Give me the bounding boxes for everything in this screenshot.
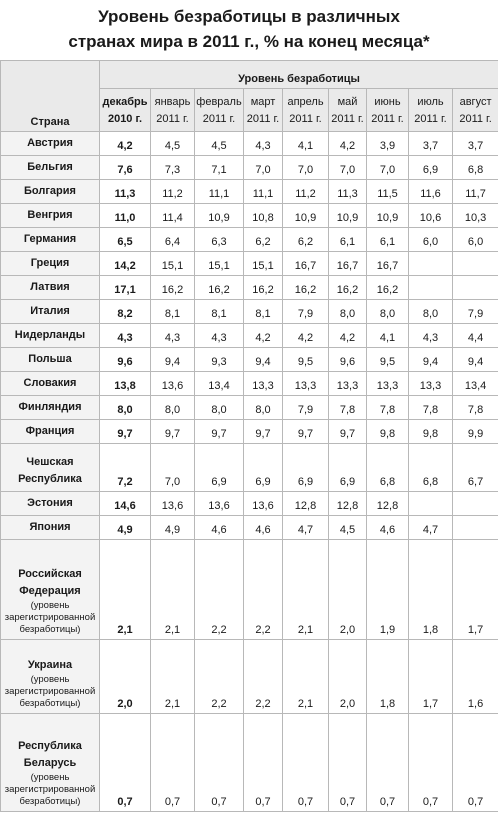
value-cell: 2,0 bbox=[329, 640, 367, 714]
table-row bbox=[1, 300, 498, 324]
value-cell: 16,7 bbox=[329, 252, 367, 276]
value-cell: 6,9 bbox=[283, 444, 329, 492]
value-cell: 0,7 bbox=[409, 714, 453, 812]
value-cell: 16,2 bbox=[367, 276, 409, 300]
value-cell: 4,3 bbox=[151, 324, 195, 348]
value-cell: 13,6 bbox=[244, 492, 283, 516]
value-cell: 14,2 bbox=[100, 252, 151, 276]
value-cell: 6,9 bbox=[409, 156, 453, 180]
month-year: 2010 г. bbox=[107, 113, 143, 125]
value-cell: 16,2 bbox=[329, 276, 367, 300]
table-row bbox=[1, 492, 498, 516]
value-cell: 7,9 bbox=[283, 396, 329, 420]
value-cell: 2,1 bbox=[100, 540, 151, 640]
value-cell: 13,3 bbox=[244, 372, 283, 396]
value-cell: 7,6 bbox=[100, 156, 151, 180]
value-cell: 12,8 bbox=[367, 492, 409, 516]
country-cell bbox=[1, 714, 100, 812]
value-cell: 10,9 bbox=[283, 204, 329, 228]
value-cell: 13,6 bbox=[195, 492, 244, 516]
table-row bbox=[1, 372, 498, 396]
value-cell: 12,8 bbox=[283, 492, 329, 516]
country-cell bbox=[1, 492, 100, 516]
value-cell: 4,6 bbox=[195, 516, 244, 540]
country-name: Болгария bbox=[24, 185, 76, 197]
table-row bbox=[1, 516, 498, 540]
value-cell: 9,8 bbox=[367, 420, 409, 444]
value-cell: 9,9 bbox=[453, 420, 498, 444]
country-name: Республика Беларусь bbox=[18, 740, 82, 769]
title-line-2: странах мира в 2011 г., % на конец месяца* bbox=[68, 32, 430, 51]
country-cell bbox=[1, 300, 100, 324]
value-cell: 8,0 bbox=[100, 396, 151, 420]
table-row bbox=[1, 156, 498, 180]
value-cell bbox=[453, 252, 498, 276]
value-cell bbox=[409, 252, 453, 276]
month-name: апрель bbox=[287, 96, 324, 108]
value-cell: 8,1 bbox=[244, 300, 283, 324]
value-cell: 11,7 bbox=[453, 180, 498, 204]
value-cell: 11,0 bbox=[100, 204, 151, 228]
value-cell: 0,7 bbox=[283, 714, 329, 812]
month-year: 2011 г. bbox=[414, 113, 447, 125]
value-cell: 6,9 bbox=[329, 444, 367, 492]
value-cell: 7,8 bbox=[453, 396, 498, 420]
table-row bbox=[1, 396, 498, 420]
value-cell: 10,3 bbox=[453, 204, 498, 228]
value-cell: 0,7 bbox=[244, 714, 283, 812]
value-cell: 6,3 bbox=[195, 228, 244, 252]
value-cell: 13,3 bbox=[409, 372, 453, 396]
country-name: Украина bbox=[27, 659, 73, 671]
table-row bbox=[1, 180, 498, 204]
value-cell: 7,0 bbox=[329, 156, 367, 180]
table-row bbox=[1, 204, 498, 228]
value-cell: 2,1 bbox=[283, 640, 329, 714]
value-cell: 9,3 bbox=[195, 348, 244, 372]
month-year: 2011 г. bbox=[289, 113, 322, 125]
value-cell: 9,4 bbox=[409, 348, 453, 372]
value-cell: 7,9 bbox=[283, 300, 329, 324]
month-header bbox=[283, 89, 329, 132]
unemployment-table bbox=[0, 60, 498, 812]
value-cell: 10,9 bbox=[329, 204, 367, 228]
month-name: январь bbox=[154, 96, 191, 108]
country-cell bbox=[1, 372, 100, 396]
value-cell: 4,6 bbox=[244, 516, 283, 540]
value-cell: 8,0 bbox=[195, 396, 244, 420]
month-name: июль bbox=[417, 96, 444, 108]
value-cell: 4,2 bbox=[329, 132, 367, 156]
value-cell: 4,5 bbox=[151, 132, 195, 156]
value-cell bbox=[409, 492, 453, 516]
country-cell bbox=[1, 516, 100, 540]
country-cell bbox=[1, 228, 100, 252]
value-cell: 4,3 bbox=[100, 324, 151, 348]
value-cell: 11,4 bbox=[151, 204, 195, 228]
value-cell: 9,7 bbox=[244, 420, 283, 444]
value-cell: 0,7 bbox=[329, 714, 367, 812]
value-cell: 9,8 bbox=[409, 420, 453, 444]
month-header bbox=[244, 89, 283, 132]
value-cell: 9,7 bbox=[100, 420, 151, 444]
country-name: Польша bbox=[28, 353, 72, 365]
country-name: Венгрия bbox=[27, 209, 73, 221]
value-cell: 7,8 bbox=[329, 396, 367, 420]
value-cell: 3,7 bbox=[453, 132, 498, 156]
value-cell: 8,0 bbox=[409, 300, 453, 324]
country-cell bbox=[1, 348, 100, 372]
value-cell: 6,8 bbox=[367, 444, 409, 492]
value-cell: 6,4 bbox=[151, 228, 195, 252]
value-cell bbox=[453, 492, 498, 516]
value-cell: 16,7 bbox=[367, 252, 409, 276]
value-cell: 8,1 bbox=[195, 300, 244, 324]
value-cell: 9,5 bbox=[283, 348, 329, 372]
month-header bbox=[453, 89, 498, 132]
value-cell: 9,6 bbox=[100, 348, 151, 372]
value-cell: 6,7 bbox=[453, 444, 498, 492]
value-cell: 1,7 bbox=[453, 540, 498, 640]
country-name: Бельгия bbox=[27, 161, 73, 173]
value-cell: 7,8 bbox=[367, 396, 409, 420]
country-column-header: Страна bbox=[1, 61, 100, 132]
country-note: (уровень зарегистрированной безработицы) bbox=[4, 674, 96, 709]
country-cell bbox=[1, 156, 100, 180]
value-cell: 4,2 bbox=[329, 324, 367, 348]
value-cell: 0,7 bbox=[367, 714, 409, 812]
value-cell: 11,1 bbox=[244, 180, 283, 204]
value-cell: 13,3 bbox=[367, 372, 409, 396]
value-cell: 4,5 bbox=[195, 132, 244, 156]
value-cell: 6,9 bbox=[195, 444, 244, 492]
country-name: Италия bbox=[30, 305, 70, 317]
value-cell: 10,9 bbox=[367, 204, 409, 228]
country-name: Нидерланды bbox=[14, 329, 86, 341]
value-cell: 4,1 bbox=[283, 132, 329, 156]
value-cell: 4,7 bbox=[409, 516, 453, 540]
country-name: Япония bbox=[29, 521, 71, 533]
month-header bbox=[329, 89, 367, 132]
value-cell: 6,1 bbox=[329, 228, 367, 252]
country-note: (уровень зарегистрированной безработицы) bbox=[4, 600, 96, 635]
value-cell: 11,5 bbox=[367, 180, 409, 204]
value-cell: 4,3 bbox=[244, 132, 283, 156]
country-name: Финляндия bbox=[18, 401, 82, 413]
month-year: 2011 г. bbox=[246, 113, 280, 125]
value-cell: 15,1 bbox=[244, 252, 283, 276]
value-cell: 7,0 bbox=[283, 156, 329, 180]
value-cell: 1,7 bbox=[409, 640, 453, 714]
value-cell: 9,5 bbox=[367, 348, 409, 372]
value-cell: 11,1 bbox=[195, 180, 244, 204]
value-cell: 6,9 bbox=[244, 444, 283, 492]
country-cell bbox=[1, 396, 100, 420]
country-cell bbox=[1, 132, 100, 156]
value-cell: 9,7 bbox=[151, 420, 195, 444]
month-header bbox=[151, 89, 195, 132]
value-cell: 4,4 bbox=[453, 324, 498, 348]
country-cell bbox=[1, 420, 100, 444]
table-row bbox=[1, 714, 498, 812]
value-cell: 4,1 bbox=[367, 324, 409, 348]
value-cell: 7,0 bbox=[151, 444, 195, 492]
value-cell: 12,8 bbox=[329, 492, 367, 516]
value-cell: 13,6 bbox=[151, 492, 195, 516]
month-name: май bbox=[337, 96, 358, 108]
table-body bbox=[1, 132, 498, 812]
table-row bbox=[1, 228, 498, 252]
value-cell: 4,3 bbox=[195, 324, 244, 348]
country-name: Эстония bbox=[27, 497, 73, 509]
country-name: Словакия bbox=[23, 377, 77, 389]
value-cell: 6,2 bbox=[244, 228, 283, 252]
month-year: 2011 г. bbox=[459, 113, 492, 125]
value-cell: 0,7 bbox=[195, 714, 244, 812]
value-cell: 7,3 bbox=[151, 156, 195, 180]
value-cell: 4,3 bbox=[409, 324, 453, 348]
month-name: март bbox=[250, 96, 276, 108]
country-name: Франция bbox=[25, 425, 75, 437]
value-cell: 3,7 bbox=[409, 132, 453, 156]
value-cell: 16,2 bbox=[195, 276, 244, 300]
value-cell: 14,6 bbox=[100, 492, 151, 516]
value-cell: 15,1 bbox=[195, 252, 244, 276]
value-cell: 4,9 bbox=[151, 516, 195, 540]
country-cell bbox=[1, 252, 100, 276]
value-cell: 9,4 bbox=[244, 348, 283, 372]
table-row bbox=[1, 252, 498, 276]
value-cell: 4,2 bbox=[100, 132, 151, 156]
country-note: (уровень зарегистрированной безработицы) bbox=[4, 772, 96, 807]
value-cell: 13,8 bbox=[100, 372, 151, 396]
value-cell: 8,0 bbox=[244, 396, 283, 420]
value-cell: 8,0 bbox=[329, 300, 367, 324]
month-header bbox=[367, 89, 409, 132]
value-cell: 11,3 bbox=[100, 180, 151, 204]
value-cell: 1,8 bbox=[409, 540, 453, 640]
value-cell: 16,2 bbox=[244, 276, 283, 300]
value-cell: 6,1 bbox=[367, 228, 409, 252]
value-cell: 1,8 bbox=[367, 640, 409, 714]
value-cell: 7,2 bbox=[100, 444, 151, 492]
value-cell: 4,2 bbox=[283, 324, 329, 348]
value-cell: 6,0 bbox=[409, 228, 453, 252]
value-cell: 4,2 bbox=[244, 324, 283, 348]
month-header bbox=[409, 89, 453, 132]
value-cell: 2,2 bbox=[195, 640, 244, 714]
value-cell: 15,1 bbox=[151, 252, 195, 276]
value-cell: 7,1 bbox=[195, 156, 244, 180]
value-cell: 10,6 bbox=[409, 204, 453, 228]
month-year: 2011 г. bbox=[202, 113, 236, 125]
value-cell: 2,2 bbox=[244, 640, 283, 714]
month-name: декабрь bbox=[102, 96, 148, 108]
country-cell bbox=[1, 540, 100, 640]
value-cell: 6,8 bbox=[453, 156, 498, 180]
value-cell: 9,7 bbox=[195, 420, 244, 444]
value-cell: 2,2 bbox=[244, 540, 283, 640]
unemployment-group-header: Уровень безработицы bbox=[100, 61, 498, 89]
value-cell: 13,6 bbox=[151, 372, 195, 396]
country-cell bbox=[1, 640, 100, 714]
month-year: 2011 г. bbox=[331, 113, 364, 125]
value-cell: 2,1 bbox=[283, 540, 329, 640]
country-cell bbox=[1, 276, 100, 300]
value-cell bbox=[453, 276, 498, 300]
value-cell: 2,2 bbox=[195, 540, 244, 640]
country-cell bbox=[1, 444, 100, 492]
value-cell: 16,7 bbox=[283, 252, 329, 276]
value-cell: 1,9 bbox=[367, 540, 409, 640]
table-row bbox=[1, 420, 498, 444]
value-cell: 6,0 bbox=[453, 228, 498, 252]
table-title bbox=[0, 4, 498, 54]
country-name: Германия bbox=[23, 233, 77, 245]
month-name: февраль bbox=[196, 96, 242, 108]
country-name: Российская Федерация bbox=[18, 568, 82, 597]
value-cell: 9,7 bbox=[329, 420, 367, 444]
value-cell: 6,5 bbox=[100, 228, 151, 252]
country-name: Австрия bbox=[27, 137, 73, 149]
value-cell bbox=[453, 516, 498, 540]
value-cell: 4,5 bbox=[329, 516, 367, 540]
value-cell: 10,8 bbox=[244, 204, 283, 228]
value-cell: 13,4 bbox=[453, 372, 498, 396]
country-name: Чешская Республика bbox=[18, 456, 82, 485]
table-row bbox=[1, 324, 498, 348]
month-header bbox=[195, 89, 244, 132]
value-cell bbox=[409, 276, 453, 300]
table-row bbox=[1, 540, 498, 640]
value-cell: 7,9 bbox=[453, 300, 498, 324]
value-cell: 9,4 bbox=[453, 348, 498, 372]
month-year: 2011 г. bbox=[371, 113, 404, 125]
table-row bbox=[1, 276, 498, 300]
month-header bbox=[100, 89, 151, 132]
value-cell: 16,2 bbox=[151, 276, 195, 300]
value-cell: 0,7 bbox=[453, 714, 498, 812]
country-cell bbox=[1, 324, 100, 348]
value-cell: 7,8 bbox=[409, 396, 453, 420]
value-cell: 2,1 bbox=[151, 540, 195, 640]
month-name: август bbox=[459, 96, 492, 108]
country-cell bbox=[1, 180, 100, 204]
table-row bbox=[1, 132, 498, 156]
value-cell: 1,6 bbox=[453, 640, 498, 714]
country-name: Латвия bbox=[30, 281, 70, 293]
table-row bbox=[1, 444, 498, 492]
value-cell: 16,2 bbox=[283, 276, 329, 300]
value-cell: 2,1 bbox=[151, 640, 195, 714]
country-cell bbox=[1, 204, 100, 228]
month-year: 2011 г. bbox=[156, 113, 189, 125]
value-cell: 4,7 bbox=[283, 516, 329, 540]
value-cell: 2,0 bbox=[329, 540, 367, 640]
month-name: июнь bbox=[374, 96, 401, 108]
value-cell: 8,0 bbox=[367, 300, 409, 324]
value-cell: 0,7 bbox=[100, 714, 151, 812]
value-cell: 9,7 bbox=[283, 420, 329, 444]
table-row bbox=[1, 640, 498, 714]
value-cell: 10,9 bbox=[195, 204, 244, 228]
value-cell: 9,6 bbox=[329, 348, 367, 372]
value-cell: 8,1 bbox=[151, 300, 195, 324]
value-cell: 6,2 bbox=[283, 228, 329, 252]
value-cell: 13,4 bbox=[195, 372, 244, 396]
value-cell: 2,0 bbox=[100, 640, 151, 714]
value-cell: 13,3 bbox=[283, 372, 329, 396]
table-row bbox=[1, 348, 498, 372]
value-cell: 3,9 bbox=[367, 132, 409, 156]
title-line-1: Уровень безработицы в различных bbox=[98, 7, 400, 26]
value-cell: 8,2 bbox=[100, 300, 151, 324]
value-cell: 7,0 bbox=[367, 156, 409, 180]
value-cell: 11,3 bbox=[329, 180, 367, 204]
value-cell: 4,9 bbox=[100, 516, 151, 540]
value-cell: 11,2 bbox=[283, 180, 329, 204]
value-cell: 17,1 bbox=[100, 276, 151, 300]
value-cell: 6,8 bbox=[409, 444, 453, 492]
country-name: Греция bbox=[30, 257, 70, 269]
value-cell: 7,0 bbox=[244, 156, 283, 180]
value-cell: 11,6 bbox=[409, 180, 453, 204]
value-cell: 11,2 bbox=[151, 180, 195, 204]
value-cell: 9,4 bbox=[151, 348, 195, 372]
value-cell: 13,3 bbox=[329, 372, 367, 396]
value-cell: 0,7 bbox=[151, 714, 195, 812]
value-cell: 4,6 bbox=[367, 516, 409, 540]
value-cell: 8,0 bbox=[151, 396, 195, 420]
